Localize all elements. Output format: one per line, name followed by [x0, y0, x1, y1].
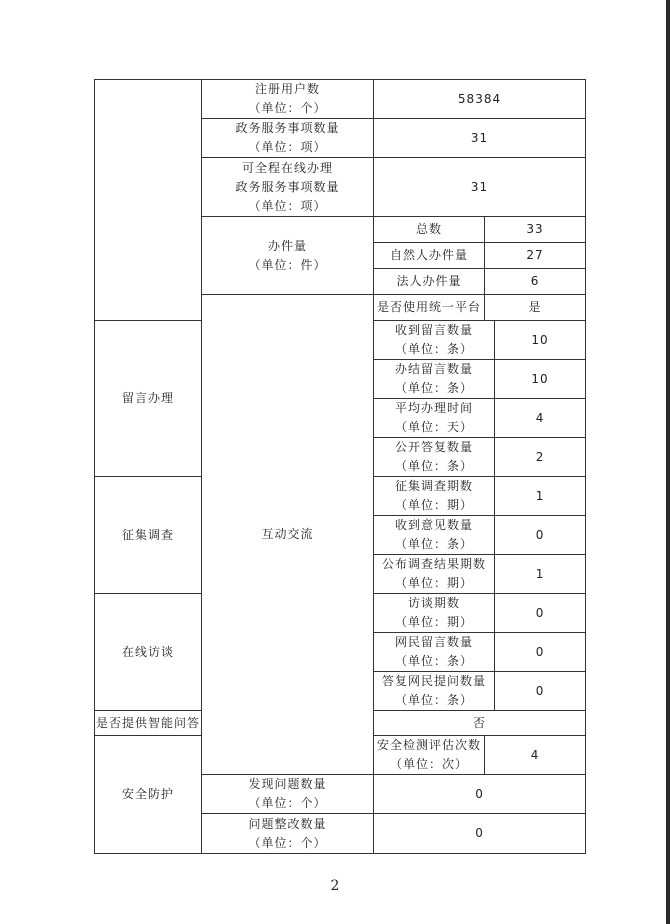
row-value: 31 [374, 158, 586, 217]
row-label: 发现问题数量 （单位：个） [202, 775, 374, 814]
row-label: 注册用户数 （单位：个） [202, 80, 374, 119]
row-label: 安全检测评估次数 （单位：次） [374, 736, 485, 775]
section-title-security: 安全防护 [95, 736, 202, 854]
row-value: 4 [485, 736, 586, 775]
sub-label: 收到意见数量 （单位：条） [374, 516, 495, 555]
row-label: 是否使用统一平台 [374, 295, 485, 321]
row-label: 办件量 （单位：件） [202, 217, 374, 295]
sub-label: 法人办件量 [374, 269, 485, 295]
sub-value: 0 [495, 672, 586, 711]
sub-label: 自然人办件量 [374, 243, 485, 269]
row-value: 58384 [374, 80, 586, 119]
sub-label: 平均办理时间 （单位：天） [374, 399, 495, 438]
statistics-table [94, 79, 586, 854]
page-edge [666, 0, 670, 924]
row-value: 否 [374, 711, 586, 736]
group-title-interview: 在线访谈 [95, 594, 202, 711]
row-value: 是 [485, 295, 586, 321]
sub-label: 访谈期数 （单位：期） [374, 594, 495, 633]
sub-value: 1 [495, 477, 586, 516]
sub-value: 0 [495, 633, 586, 672]
sub-value: 2 [495, 438, 586, 477]
sub-label: 答复网民提问数量 （单位：条） [374, 672, 495, 711]
sub-value: 10 [495, 321, 586, 360]
sub-value: 33 [485, 217, 586, 243]
group-title-survey: 征集调查 [95, 477, 202, 594]
sub-label: 网民留言数量 （单位：条） [374, 633, 495, 672]
sub-label: 征集调查期数 （单位：期） [374, 477, 495, 516]
row-label: 问题整改数量 （单位：个） [202, 814, 374, 854]
sub-value: 0 [495, 594, 586, 633]
sub-label: 公开答复数量 （单位：条） [374, 438, 495, 477]
page-number: 2 [330, 878, 340, 894]
row-value: 0 [374, 775, 586, 814]
row-value: 31 [374, 119, 586, 158]
table-row [95, 80, 586, 119]
sub-label: 办结留言数量 （单位：条） [374, 360, 495, 399]
row-label: 是否提供智能问答 [95, 711, 202, 736]
sub-value: 10 [495, 360, 586, 399]
sub-label: 总数 [374, 217, 485, 243]
sub-value: 27 [485, 243, 586, 269]
sub-value: 1 [495, 555, 586, 594]
section-title-interaction: 互动交流 [202, 295, 374, 775]
row-label: 可全程在线办理 政务服务事项数量 （单位：项） [202, 158, 374, 217]
sub-value: 4 [495, 399, 586, 438]
row-label: 政务服务事项数量 （单位：项） [202, 119, 374, 158]
row-value: 0 [374, 814, 586, 854]
sub-value: 0 [495, 516, 586, 555]
group-title-messages: 留言办理 [95, 321, 202, 477]
sub-label: 公布调查结果期数 （单位：期） [374, 555, 495, 594]
sub-label: 收到留言数量 （单位：条） [374, 321, 495, 360]
section-blank [95, 80, 202, 321]
sub-value: 6 [485, 269, 586, 295]
